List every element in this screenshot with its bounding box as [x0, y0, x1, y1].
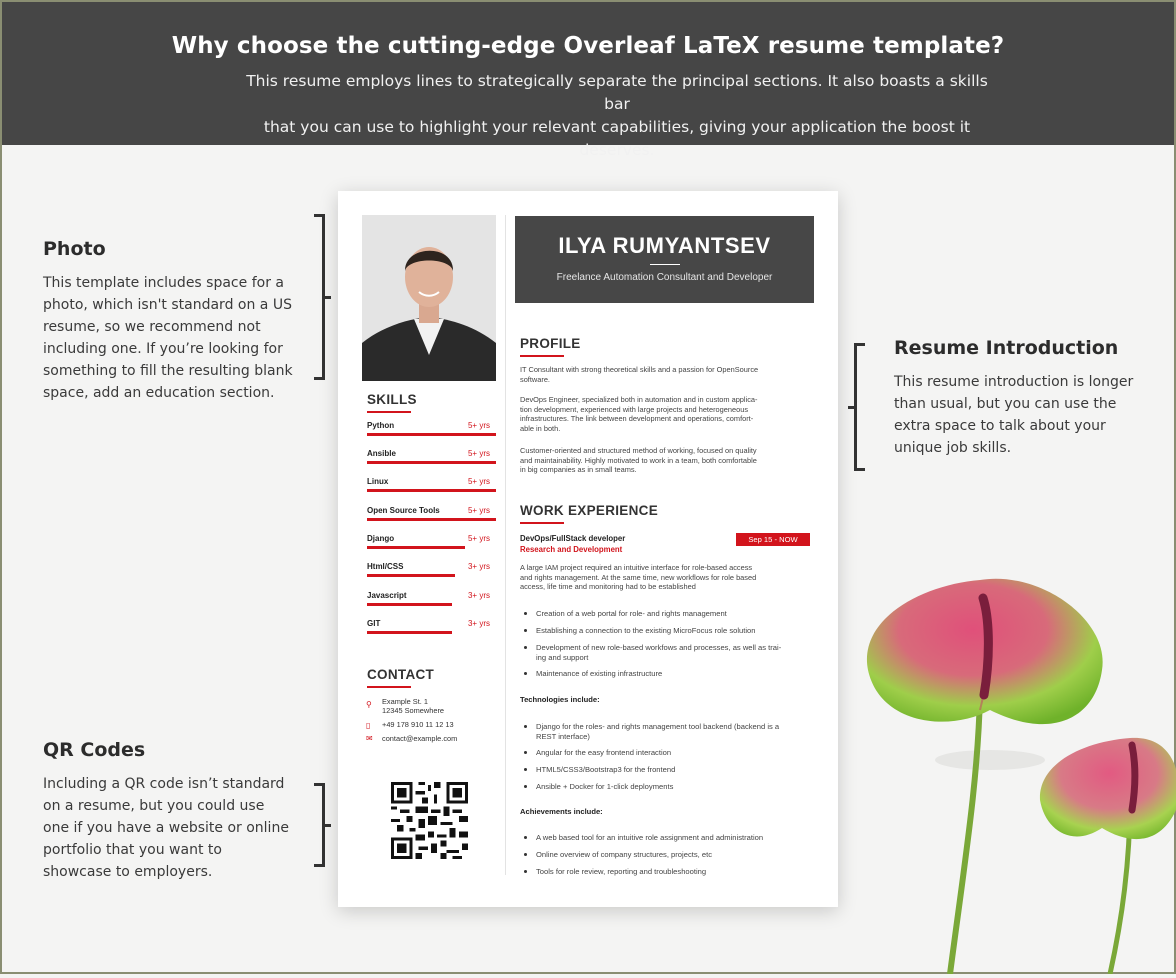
note-line: than usual, but you can use the	[894, 396, 1117, 412]
work-heading	[520, 503, 658, 518]
bullet-item: Online overview of company structures, projects, etc	[536, 850, 826, 860]
contact-email: contact@example.com	[382, 734, 458, 743]
note-line: Including a QR code isn’t standard	[43, 776, 285, 792]
skill-level-bar	[367, 574, 455, 577]
profile-heading-text: PROFILE	[520, 336, 581, 351]
note-line: resume, so we recommend not	[43, 319, 261, 335]
bullet-item: Establishing a connection to the existing MicroFocus role solution	[536, 626, 826, 636]
achievements-heading: Achievements include:	[520, 807, 603, 816]
profile-line: infrastructures. The link between development and operations, comfort-	[520, 414, 754, 424]
address-line: 12345 Somewhere	[382, 706, 445, 715]
skill-level-bar	[367, 546, 465, 549]
note-line: unique job skills.	[894, 440, 1012, 456]
bullet-item: Maintenance of existing infrastructure	[536, 669, 826, 679]
note-line: This template includes space for a	[43, 275, 284, 291]
bullet-item: Tools for role review, reporting and troubleshooting	[536, 867, 826, 877]
work-heading-text: WORK EXPERIENCE	[520, 503, 659, 518]
job-department: Research and Development	[520, 545, 623, 554]
skill-row	[367, 506, 496, 526]
email-icon: ✉	[366, 734, 373, 743]
address-line: Example St. 1	[382, 697, 429, 706]
profile-line: able in both.	[520, 423, 561, 433]
intro-bracket	[854, 343, 865, 471]
skill-name: GIT	[367, 619, 381, 628]
skill-level-bar	[367, 603, 452, 606]
profile-heading	[520, 336, 581, 351]
banner-subtitle-line: This resume employs lines to strategically separate the principal sections. It also boasts a skills bar	[246, 72, 988, 113]
bullet-item: Development of new role-based workfows and processes, as well as trai- ing and support	[536, 643, 826, 662]
skill-years: 5+ yrs	[467, 506, 490, 515]
skill-row	[367, 562, 496, 582]
contact-heading-text: CONTACT	[367, 667, 435, 682]
contact-phone: +49 178 910 11 12 13	[382, 720, 454, 729]
skills-heading	[367, 392, 417, 407]
skill-row	[367, 449, 496, 469]
qr-note	[43, 739, 303, 883]
skill-name: Django	[367, 534, 395, 543]
photo-note-text	[43, 272, 303, 404]
bullet-item: Ansible + Docker for 1-click deployments	[536, 782, 826, 792]
photo-bracket	[314, 214, 325, 380]
banner-subtitle	[232, 70, 1002, 162]
header-banner	[2, 2, 1174, 159]
note-line: one if you have a website or online	[43, 820, 289, 836]
profile-para	[520, 395, 820, 433]
technologies-heading: Technologies include:	[520, 695, 600, 704]
intro-note	[894, 337, 1164, 459]
intro-note-heading: Resume Introduction	[894, 337, 1119, 359]
job-desc-line: access, life time and monitoring had to be established	[520, 582, 696, 592]
contact-heading	[367, 667, 434, 682]
resume-title: Freelance Automation Consultant and Developer	[556, 272, 773, 283]
note-line: space, add an education section.	[43, 385, 275, 401]
intro-note-text	[894, 371, 1164, 459]
skill-name: Html/CSS	[367, 562, 404, 571]
note-line: photo, which isn't standard on a US	[43, 297, 292, 313]
profile-para	[520, 365, 820, 384]
profile-line: IT Consultant with strong theoretical skills and a passion for OpenSource	[520, 365, 759, 374]
anthurium-flower-image	[840, 560, 1176, 974]
skill-years: 3+ yrs	[467, 619, 490, 628]
bullet-item: Django for the roles- and rights management tool backend (backend is a REST interface)	[536, 722, 826, 741]
profile-line: in big companies as in small teams.	[520, 465, 637, 475]
bullet-item: HTML5/CSS3/Bootstrap3 for the frontend	[536, 765, 826, 775]
profile-line: and maintainability. Highly motivated to work in a team, both comfortable	[520, 455, 757, 465]
skill-row	[367, 591, 496, 611]
column-divider	[505, 215, 506, 875]
name-header	[515, 216, 814, 303]
note-line: on a resume, but you could use	[43, 798, 265, 814]
skill-row	[367, 619, 496, 639]
skill-name: Ansible	[367, 449, 396, 458]
skill-name: Javascript	[367, 591, 407, 600]
note-line: This resume introduction is longer	[894, 374, 1134, 390]
contact-address	[382, 697, 444, 715]
skill-level-bar	[367, 461, 496, 464]
skill-row	[367, 534, 496, 554]
skill-years: 5+ yrs	[467, 534, 490, 543]
profile-line: DevOps Engineer, specialized both in automation and in custom applica-	[520, 395, 758, 404]
skill-years: 5+ yrs	[467, 449, 490, 458]
photo-note	[43, 238, 303, 404]
skill-name: Linux	[367, 477, 389, 486]
profile-line: software.	[520, 374, 550, 384]
qr-note-text	[43, 773, 303, 883]
skill-name: Python	[367, 421, 395, 430]
skill-years: 5+ yrs	[467, 421, 490, 430]
skill-row	[367, 477, 496, 497]
bullet-item: Creation of a web portal for role- and rights management	[536, 609, 826, 619]
note-line: portfolio that you want to	[43, 842, 222, 858]
phone-icon: ▯	[366, 721, 371, 730]
skill-years: 3+ yrs	[467, 591, 490, 600]
job-desc-line: and rights management. At the same time, new workflows for role based	[520, 572, 757, 582]
profile-photo	[362, 215, 496, 381]
skill-level-bar	[367, 433, 496, 436]
profile-line: Customer-oriented and structured method of working, focused on quality	[520, 446, 757, 455]
name-divider	[650, 264, 680, 265]
bullet-item: Angular for the easy frontend interaction	[536, 748, 826, 758]
profile-line: tion development, experienced with large projects and heterogeneous	[520, 404, 749, 414]
banner-subtitle-line: that you can use to highlight your relevant capabilities, giving your application the boost it deserves.	[263, 118, 971, 159]
skill-years: 5+ yrs	[467, 477, 490, 486]
skills-heading-text: SKILLS	[367, 392, 417, 407]
skill-years: 3+ yrs	[467, 562, 490, 571]
job-desc-line: A large IAM project required an intuitive interface for role-based access	[520, 563, 753, 572]
job-role: DevOps/FullStack developer	[520, 534, 626, 543]
skill-name: Open Source Tools	[367, 506, 440, 515]
qr-bracket	[314, 783, 325, 867]
note-line: including one. If you’re looking for	[43, 341, 283, 357]
qr-code	[391, 782, 468, 859]
skill-level-bar	[367, 631, 452, 634]
skill-level-bar	[367, 518, 496, 521]
note-line: extra space to talk about your	[894, 418, 1106, 434]
banner-title: Why choose the cutting-edge Overleaf LaTeX resume template?	[171, 33, 1005, 59]
skill-row	[367, 421, 496, 441]
qr-note-heading: QR Codes	[43, 739, 146, 761]
location-pin-icon: ⚲	[366, 700, 372, 709]
profile-para	[520, 446, 820, 475]
bullet-item: A web based tool for an intuitive role assignment and administration	[536, 833, 826, 843]
note-line: showcase to employers.	[43, 864, 213, 880]
job-dates-badge: Sep 15 - NOW	[736, 533, 810, 546]
resume-name: ILYA RUMYANTSEV	[558, 233, 771, 258]
job-description	[520, 563, 820, 592]
photo-note-heading: Photo	[43, 238, 106, 260]
skill-level-bar	[367, 489, 496, 492]
note-line: something to fill the resulting blank	[43, 363, 293, 379]
resume-page	[338, 191, 838, 907]
